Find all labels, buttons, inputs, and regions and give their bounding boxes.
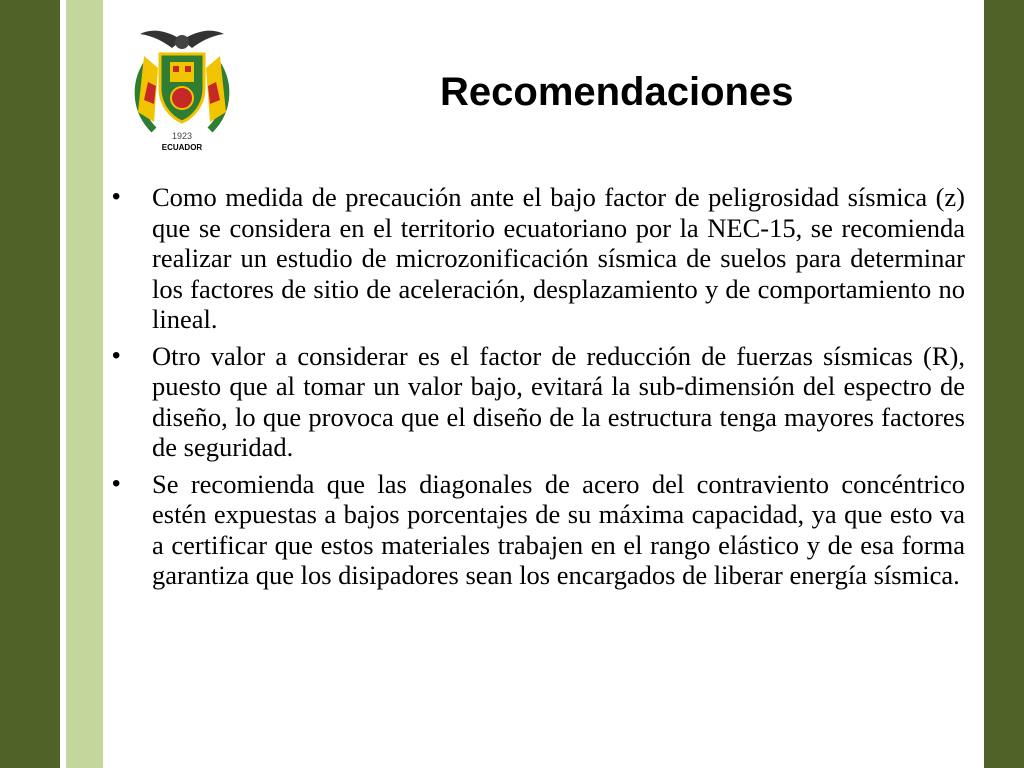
- bullet-text: Otro valor a considerar es el factor de reducción de fuerzas sísmicas (R), puesto que al tomar un valor bajo, evitará la sub-dimensión del espectro de diseño, lo que provoca que el diseño de la estructura tenga mayores factores de seguridad.: [152, 340, 965, 462]
- bullet-dot-icon: •: [112, 469, 121, 497]
- right-dark-bar: [984, 0, 1024, 768]
- bullet-item: [112, 469, 965, 591]
- slide-title: Recomendaciones: [440, 70, 794, 114]
- bullet-item: [112, 341, 965, 463]
- left-dark-bar: [0, 0, 60, 768]
- bullet-dot-icon: •: [112, 341, 121, 369]
- bullet-text: Se recomienda que las diagonales de acero del contraviento concéntrico estén expuestas a bajos porcentajes de su máxima capacidad, ya que esto va a certificar que estos materiales trabajen en el rango elástico y de esa forma garantiza que los disipadores sean los encargados de liberar energía sísmica.: [152, 468, 965, 590]
- bullet-text: Como medida de precaución ante el bajo factor de peligrosidad sísmica (z) que se considera en el territorio ecuatoriano por la NEC-15, se recomienda realizar un estudio de microzonificación sísmica de suelos para determinar los factores de sitio de aceleración, desplazamiento y de comportamiento no lineal.: [152, 182, 965, 334]
- bullet-item: [112, 182, 965, 335]
- logo-label: ECUADOR: [161, 143, 203, 152]
- left-light-bar: [66, 0, 103, 768]
- logo-year: 1923: [171, 131, 193, 141]
- bullet-list: [112, 182, 965, 597]
- ecuador-coat-of-arms-icon: [118, 22, 246, 154]
- bullet-dot-icon: •: [112, 183, 121, 210]
